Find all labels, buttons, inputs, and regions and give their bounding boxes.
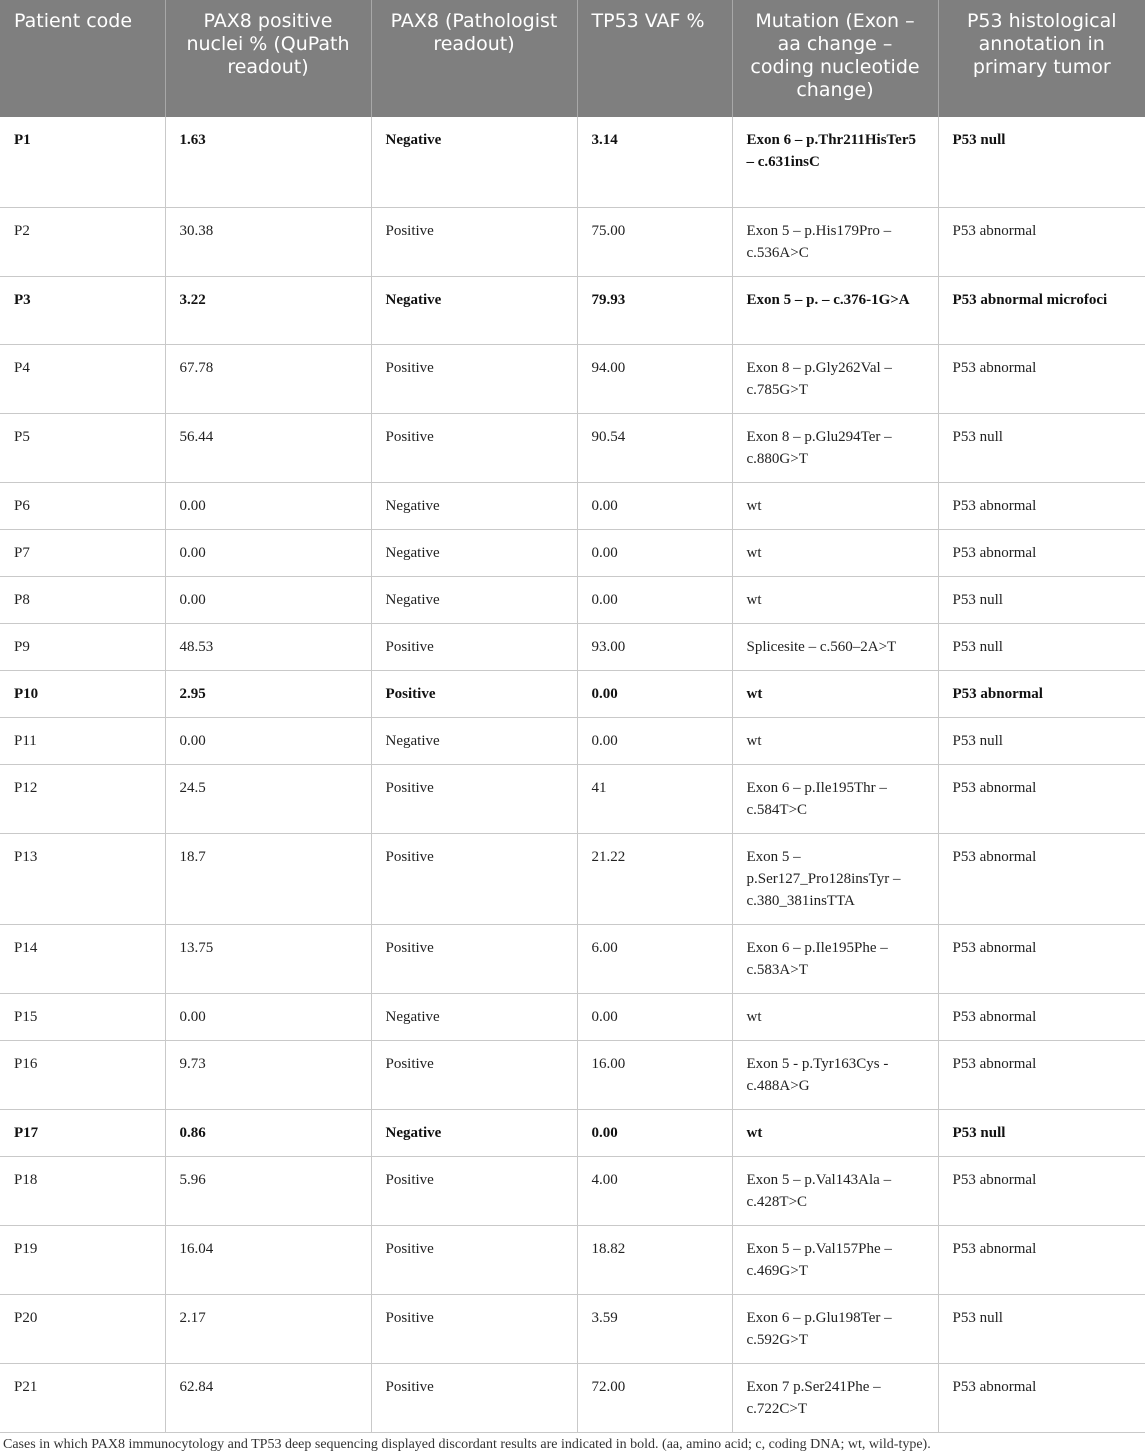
table-row xyxy=(0,1294,1145,1363)
cell-pax8-percent: 16.04 xyxy=(165,1225,371,1294)
cell-patient-code: P21 xyxy=(0,1363,165,1432)
cell-tp53-vaf: 18.82 xyxy=(577,1225,732,1294)
table-footnote: Cases in which PAX8 immunocytology and TP53 deep sequencing displayed discordant results are indicated in bold. (aa, amino acid; c, coding DNA; wt, wild-type). xyxy=(3,1437,931,1452)
cell-tp53-vaf: 72.00 xyxy=(577,1363,732,1432)
cell-p53-annotation: P53 null xyxy=(938,1109,1145,1156)
table-row xyxy=(0,1363,1145,1432)
cell-p53-annotation: P53 abnormal xyxy=(938,529,1145,576)
cell-pax8-percent: 62.84 xyxy=(165,1363,371,1432)
table-row xyxy=(0,1225,1145,1294)
cell-tp53-vaf: 6.00 xyxy=(577,924,732,993)
cell-pax8-percent: 3.22 xyxy=(165,276,371,344)
cell-patient-code: P2 xyxy=(0,207,165,276)
cell-patient-code: P13 xyxy=(0,833,165,924)
cell-patient-code: P3 xyxy=(0,276,165,344)
cell-patient-code: P5 xyxy=(0,413,165,482)
cell-pax8-percent: 24.5 xyxy=(165,764,371,833)
cell-pax8-percent: 5.96 xyxy=(165,1156,371,1225)
cell-patient-code: P12 xyxy=(0,764,165,833)
cell-tp53-vaf: 0.00 xyxy=(577,1109,732,1156)
cell-pax8-percent: 18.7 xyxy=(165,833,371,924)
cell-patient-code: P9 xyxy=(0,623,165,670)
cell-tp53-vaf: 0.00 xyxy=(577,482,732,529)
table-body xyxy=(0,117,1145,1432)
cell-tp53-vaf: 3.14 xyxy=(577,117,732,207)
cell-pax8-percent: 48.53 xyxy=(165,623,371,670)
cell-pax8-pathologist: Negative xyxy=(371,529,577,576)
table-row xyxy=(0,413,1145,482)
table-row xyxy=(0,717,1145,764)
cell-pax8-pathologist: Positive xyxy=(371,1156,577,1225)
cell-pax8-percent: 0.00 xyxy=(165,529,371,576)
cell-mutation: Exon 5 – p.His179Pro – c.536A>C xyxy=(732,207,938,276)
cell-p53-annotation: P53 null xyxy=(938,717,1145,764)
cell-tp53-vaf: 4.00 xyxy=(577,1156,732,1225)
cell-tp53-vaf: 93.00 xyxy=(577,623,732,670)
cell-mutation: wt xyxy=(732,993,938,1040)
cell-p53-annotation: P53 null xyxy=(938,576,1145,623)
cell-pax8-percent: 13.75 xyxy=(165,924,371,993)
cell-pax8-percent: 0.00 xyxy=(165,717,371,764)
cell-patient-code: P8 xyxy=(0,576,165,623)
cell-mutation: Exon 5 – p.Val143Ala – c.428T>C xyxy=(732,1156,938,1225)
cell-mutation: Exon 8 – p.Gly262Val – c.785G>T xyxy=(732,344,938,413)
cell-patient-code: P15 xyxy=(0,993,165,1040)
header-tp53-vaf: TP53 VAF % xyxy=(577,0,732,117)
cell-tp53-vaf: 3.59 xyxy=(577,1294,732,1363)
cell-patient-code: P6 xyxy=(0,482,165,529)
cell-p53-annotation: P53 abnormal xyxy=(938,670,1145,717)
cell-mutation: wt xyxy=(732,482,938,529)
cell-pax8-percent: 1.63 xyxy=(165,117,371,207)
cell-pax8-pathologist: Positive xyxy=(371,1363,577,1432)
cell-patient-code: P16 xyxy=(0,1040,165,1109)
cell-pax8-pathologist: Positive xyxy=(371,1040,577,1109)
table-header xyxy=(0,0,1145,117)
table-row xyxy=(0,924,1145,993)
cell-pax8-pathologist: Positive xyxy=(371,1225,577,1294)
cell-mutation: Exon 6 – p.Thr211HisTer5 – c.631insC xyxy=(732,117,938,207)
cell-pax8-percent: 2.95 xyxy=(165,670,371,717)
cell-pax8-percent: 0.86 xyxy=(165,1109,371,1156)
cell-tp53-vaf: 0.00 xyxy=(577,529,732,576)
cell-p53-annotation: P53 null xyxy=(938,117,1145,207)
cell-p53-annotation: P53 null xyxy=(938,1294,1145,1363)
cell-tp53-vaf: 21.22 xyxy=(577,833,732,924)
cell-mutation: Exon 6 – p.Glu198Ter – c.592G>T xyxy=(732,1294,938,1363)
table-row xyxy=(0,344,1145,413)
cell-pax8-percent: 0.00 xyxy=(165,993,371,1040)
cell-pax8-pathologist: Positive xyxy=(371,764,577,833)
cell-patient-code: P1 xyxy=(0,117,165,207)
table-row xyxy=(0,1040,1145,1109)
table-row xyxy=(0,276,1145,344)
cell-p53-annotation: P53 abnormal xyxy=(938,924,1145,993)
header-pax8-positive-nuclei: PAX8 positive nuclei % (QuPath readout) xyxy=(165,0,371,117)
cell-patient-code: P14 xyxy=(0,924,165,993)
cell-mutation: Exon 6 – p.Ile195Thr – c.584T>C xyxy=(732,764,938,833)
cell-tp53-vaf: 0.00 xyxy=(577,993,732,1040)
cell-patient-code: P4 xyxy=(0,344,165,413)
cell-tp53-vaf: 94.00 xyxy=(577,344,732,413)
cell-pax8-percent: 30.38 xyxy=(165,207,371,276)
cell-tp53-vaf: 90.54 xyxy=(577,413,732,482)
cell-mutation: Splicesite – c.560–2A>T xyxy=(732,623,938,670)
table-row xyxy=(0,993,1145,1040)
cell-p53-annotation: P53 abnormal xyxy=(938,482,1145,529)
cell-pax8-percent: 2.17 xyxy=(165,1294,371,1363)
cell-tp53-vaf: 79.93 xyxy=(577,276,732,344)
table-row xyxy=(0,207,1145,276)
cell-mutation: Exon 7 p.Ser241Phe – c.722C>T xyxy=(732,1363,938,1432)
cell-mutation: Exon 5 – p. – c.376-1G>A xyxy=(732,276,938,344)
cell-mutation: wt xyxy=(732,529,938,576)
cell-p53-annotation: P53 null xyxy=(938,413,1145,482)
table-row xyxy=(0,833,1145,924)
cell-tp53-vaf: 16.00 xyxy=(577,1040,732,1109)
cell-mutation: wt xyxy=(732,576,938,623)
cell-pax8-pathologist: Negative xyxy=(371,117,577,207)
table-row xyxy=(0,1156,1145,1225)
cell-pax8-percent: 0.00 xyxy=(165,576,371,623)
cell-p53-annotation: P53 abnormal xyxy=(938,1156,1145,1225)
cell-pax8-pathologist: Positive xyxy=(371,1294,577,1363)
cell-p53-annotation: P53 abnormal xyxy=(938,833,1145,924)
header-mutation: Mutation (Exon – aa change – coding nucleotide change) xyxy=(732,0,938,117)
cell-mutation: wt xyxy=(732,1109,938,1156)
cell-pax8-percent: 56.44 xyxy=(165,413,371,482)
cell-pax8-pathologist: Negative xyxy=(371,717,577,764)
cell-patient-code: P20 xyxy=(0,1294,165,1363)
table-row xyxy=(0,117,1145,207)
cell-mutation: wt xyxy=(732,670,938,717)
table-row xyxy=(0,623,1145,670)
cell-mutation: Exon 5 - p.Tyr163Cys - c.488A>G xyxy=(732,1040,938,1109)
cell-pax8-pathologist: Positive xyxy=(371,924,577,993)
cell-p53-annotation: P53 abnormal xyxy=(938,1040,1145,1109)
cell-pax8-pathologist: Positive xyxy=(371,623,577,670)
cell-tp53-vaf: 0.00 xyxy=(577,670,732,717)
cell-p53-annotation: P53 null xyxy=(938,623,1145,670)
table-row xyxy=(0,482,1145,529)
cell-p53-annotation: P53 abnormal xyxy=(938,1225,1145,1294)
cell-patient-code: P7 xyxy=(0,529,165,576)
cell-mutation: Exon 8 – p.Glu294Ter – c.880G>T xyxy=(732,413,938,482)
cell-pax8-pathologist: Negative xyxy=(371,576,577,623)
cell-p53-annotation: P53 abnormal xyxy=(938,764,1145,833)
cell-tp53-vaf: 0.00 xyxy=(577,576,732,623)
cell-pax8-pathologist: Negative xyxy=(371,482,577,529)
cell-pax8-pathologist: Negative xyxy=(371,993,577,1040)
header-row xyxy=(0,0,1145,117)
cell-pax8-pathologist: Positive xyxy=(371,833,577,924)
cell-patient-code: P17 xyxy=(0,1109,165,1156)
cell-pax8-pathologist: Positive xyxy=(371,207,577,276)
cell-pax8-pathologist: Positive xyxy=(371,344,577,413)
cell-mutation: wt xyxy=(732,717,938,764)
cell-mutation: Exon 5 – p.Val157Phe – c.469G>T xyxy=(732,1225,938,1294)
cell-p53-annotation: P53 abnormal xyxy=(938,344,1145,413)
cell-patient-code: P18 xyxy=(0,1156,165,1225)
cell-pax8-percent: 9.73 xyxy=(165,1040,371,1109)
cell-tp53-vaf: 41 xyxy=(577,764,732,833)
cell-mutation: Exon 6 – p.Ile195Phe – c.583A>T xyxy=(732,924,938,993)
header-patient-code: Patient code xyxy=(0,0,165,117)
cell-patient-code: P19 xyxy=(0,1225,165,1294)
table-row xyxy=(0,1109,1145,1156)
cell-patient-code: P10 xyxy=(0,670,165,717)
header-pax8-pathologist: PAX8 (Pathologist readout) xyxy=(371,0,577,117)
cell-pax8-pathologist: Positive xyxy=(371,670,577,717)
table-row xyxy=(0,529,1145,576)
cell-patient-code: P11 xyxy=(0,717,165,764)
cell-pax8-pathologist: Negative xyxy=(371,1109,577,1156)
cell-tp53-vaf: 0.00 xyxy=(577,717,732,764)
cell-pax8-pathologist: Negative xyxy=(371,276,577,344)
table-row xyxy=(0,576,1145,623)
cell-pax8-pathologist: Positive xyxy=(371,413,577,482)
cell-p53-annotation: P53 abnormal xyxy=(938,207,1145,276)
table-row xyxy=(0,764,1145,833)
cell-p53-annotation: P53 abnormal xyxy=(938,1363,1145,1432)
cell-mutation: Exon 5 – p.Ser127_Pro128insTyr – c.380_381insTTA xyxy=(732,833,938,924)
cell-p53-annotation: P53 abnormal xyxy=(938,993,1145,1040)
cell-p53-annotation: P53 abnormal microfoci xyxy=(938,276,1145,344)
header-p53-annotation: P53 histological annotation in primary tumor xyxy=(938,0,1145,117)
cell-tp53-vaf: 75.00 xyxy=(577,207,732,276)
table-row xyxy=(0,670,1145,717)
cell-pax8-percent: 0.00 xyxy=(165,482,371,529)
cell-pax8-percent: 67.78 xyxy=(165,344,371,413)
